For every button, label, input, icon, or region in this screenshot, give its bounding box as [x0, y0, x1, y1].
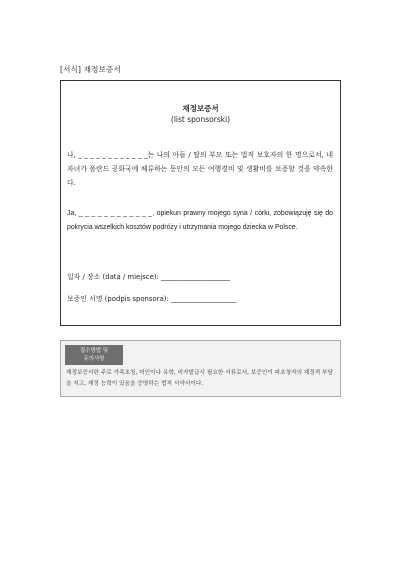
- notes-tab-line1: 접수방법 및: [79, 348, 109, 354]
- date-place-line: 일자 / 장소 (data / miejsce): ____________________: [67, 273, 230, 281]
- signature-line: 보증인 서명 (podpis sponsora): ___________________: [67, 295, 237, 303]
- statement-korean: 나, _ _ _ _ _ _ _ _ _ _ _ _는 나의 아들 / 딸의 부모 또는 법적 보호자의 한 명으로서, 네 자녀가 폴란드 공화국에 체류하는 동안의 모든 여행경비 및 생활비를 보증할 것을 약속한다.: [67, 151, 333, 187]
- form-label: [서식] 재정보증서: [60, 65, 121, 74]
- notes-text: 재정보증서란 주로 가족초청, 미인이나 유학, 비자발급시 필요한 서류로서, 보증인이 피초청자의 재정적 부담을 지고, 재정 능력이 있음을 증명하는 법적 서약서이다.: [66, 370, 334, 387]
- statement-polish: Ja, _ _ _ _ _ _ _ _ _ _ _ _, opiekun prawny mojego syna / córki, zobowiązuję się do pokrycia wszelkich kosztów podróży i utrzymania mojego dziecka w Polsce.: [67, 210, 333, 231]
- form-title-polish: (list sponsorski): [170, 115, 231, 124]
- guarantee-form: [60, 80, 341, 326]
- notes-tab-line2: 유의사항: [83, 356, 105, 362]
- notes-tab-label: [65, 345, 123, 365]
- notes-section: [60, 340, 341, 397]
- form-title-korean: 재정보증서: [182, 104, 219, 113]
